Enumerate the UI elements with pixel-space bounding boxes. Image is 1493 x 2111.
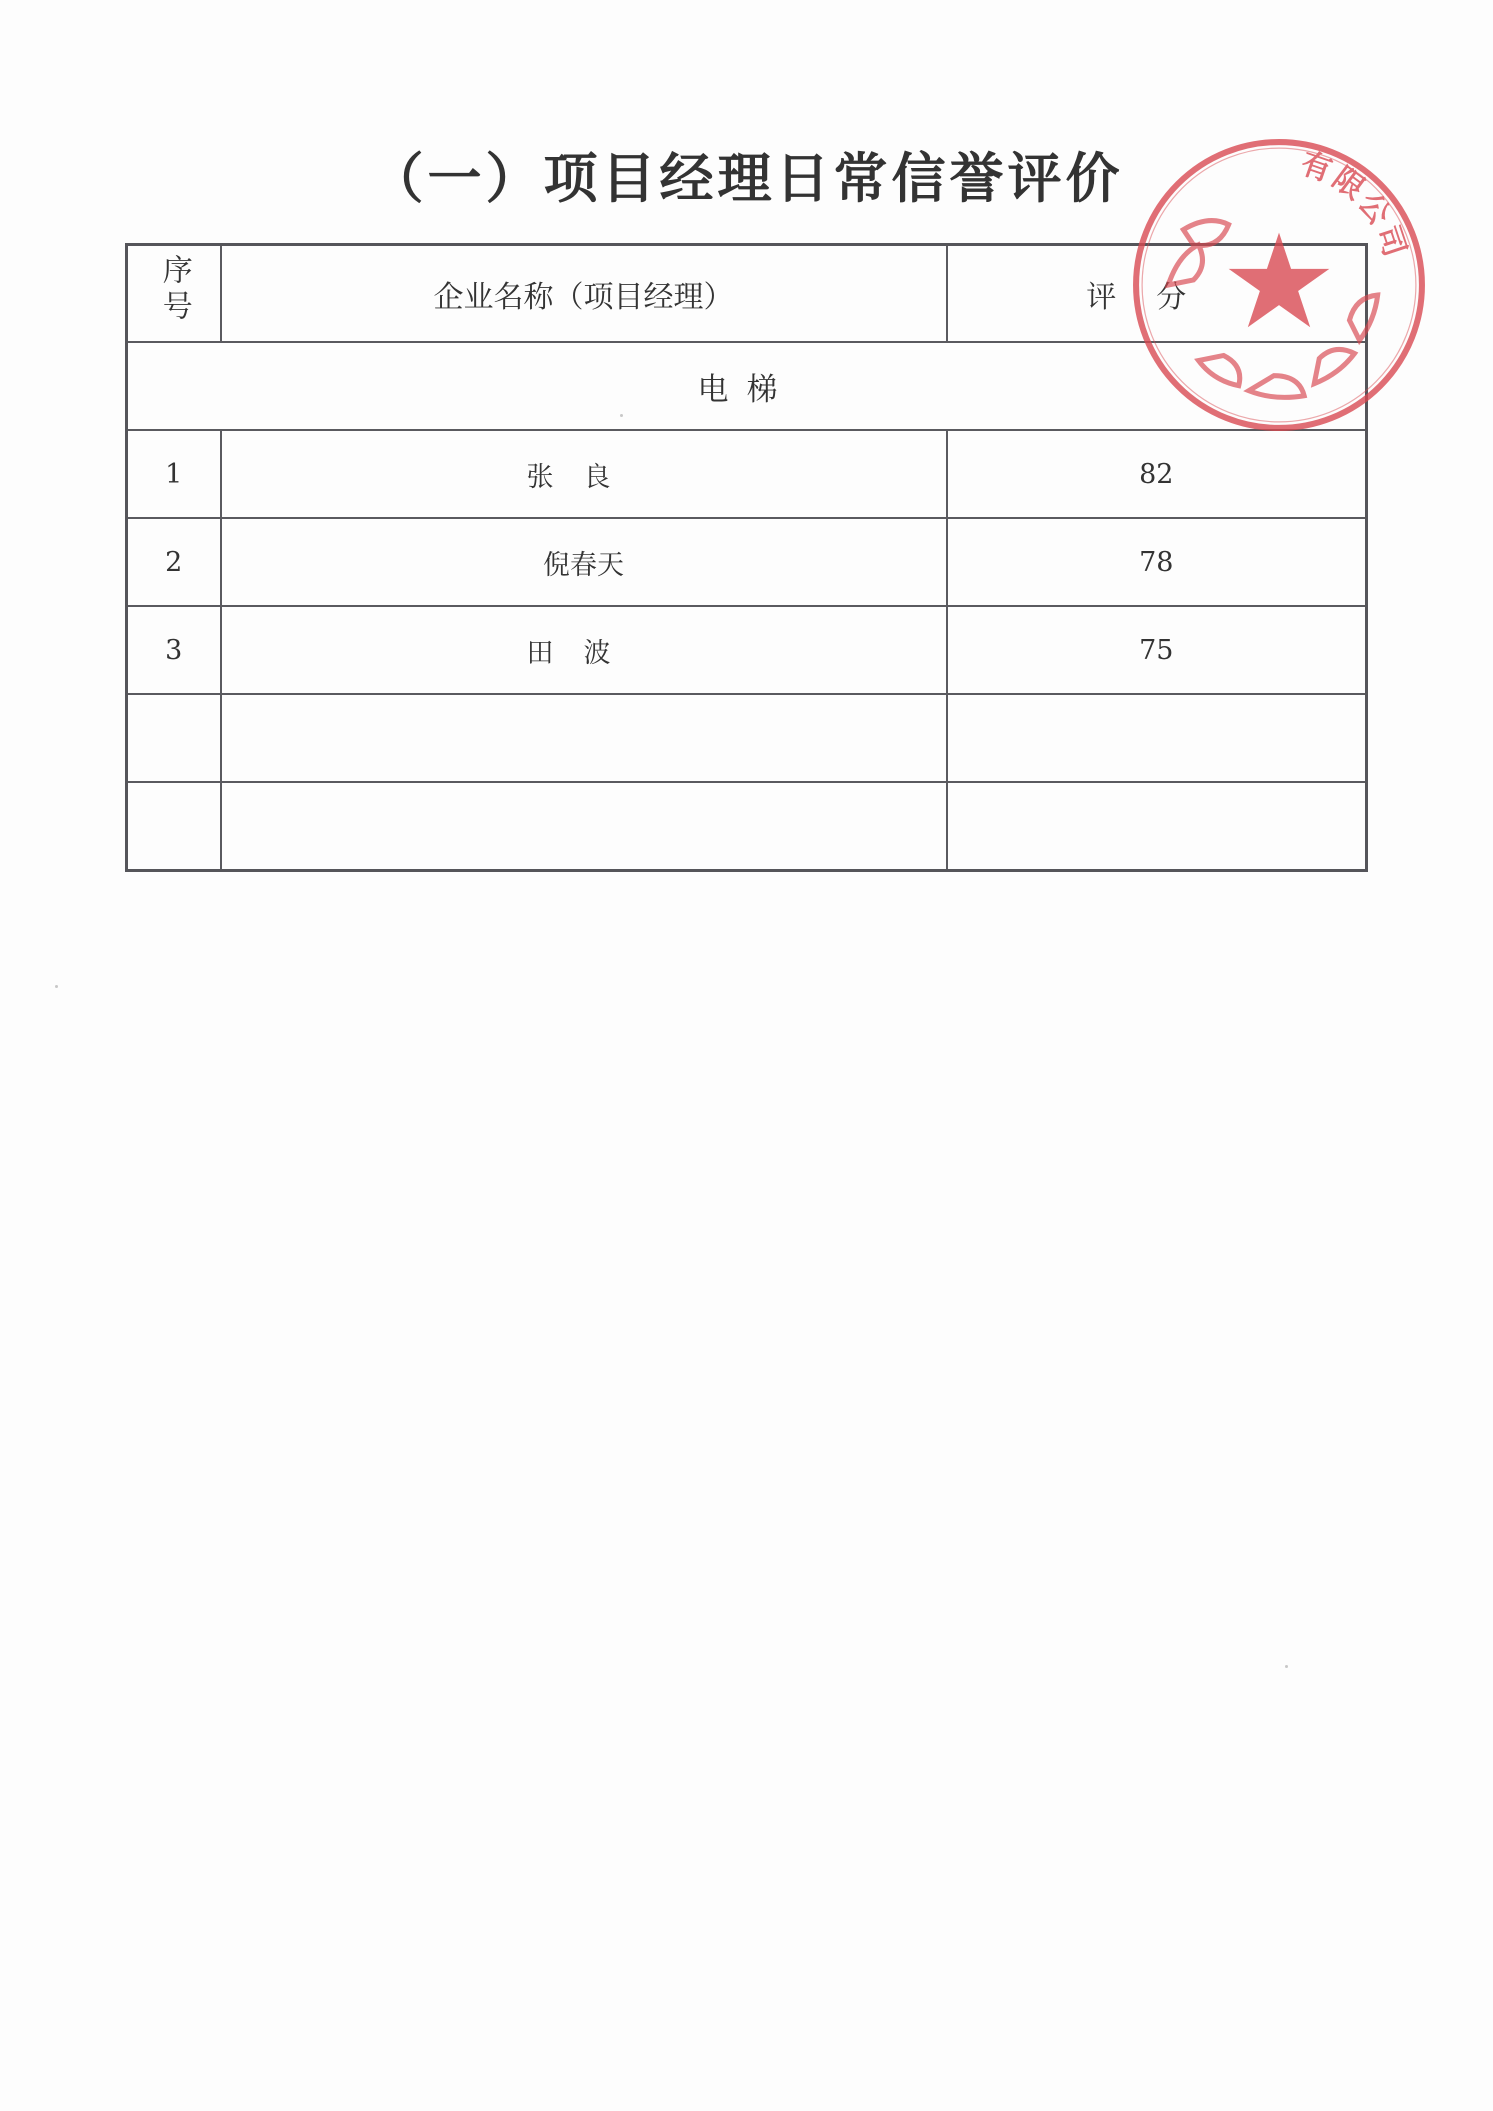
section-row	[127, 342, 1367, 430]
header-score-label: 评分	[1086, 279, 1227, 315]
row-seq: 3	[127, 606, 221, 694]
row-name: 倪春天	[221, 518, 947, 606]
table-row	[127, 782, 1367, 871]
table-row	[127, 430, 1367, 518]
row-score: 78	[947, 518, 1367, 606]
table-row	[127, 694, 1367, 782]
row-seq: 2	[127, 518, 221, 606]
row-seq	[127, 694, 221, 782]
section-label: 电梯	[127, 342, 1367, 430]
table-row	[127, 518, 1367, 606]
row-score: 82	[947, 430, 1367, 518]
score-table	[125, 243, 1368, 872]
row-name	[221, 430, 947, 518]
header-score	[947, 245, 1367, 343]
row-seq	[127, 782, 221, 871]
row-name	[221, 694, 947, 782]
row-name-text: 张良	[526, 461, 641, 493]
row-seq: 1	[127, 430, 221, 518]
header-seq	[127, 245, 221, 343]
row-score: 75	[947, 606, 1367, 694]
row-name-text: 田波	[526, 637, 641, 669]
scan-speck	[620, 414, 623, 417]
row-score	[947, 782, 1367, 871]
scan-speck	[1285, 1665, 1288, 1668]
header-name: 企业名称（项目经理）	[221, 245, 947, 343]
header-seq-label: 序号	[156, 253, 192, 326]
scan-speck	[55, 985, 58, 988]
row-score	[947, 694, 1367, 782]
table-header-row	[127, 245, 1367, 343]
seal-text: 有限公司	[1296, 146, 1414, 264]
row-name	[221, 606, 947, 694]
table-row	[127, 606, 1367, 694]
row-name	[221, 782, 947, 871]
document-title: （一）项目经理日常信誉评价	[369, 147, 1124, 210]
